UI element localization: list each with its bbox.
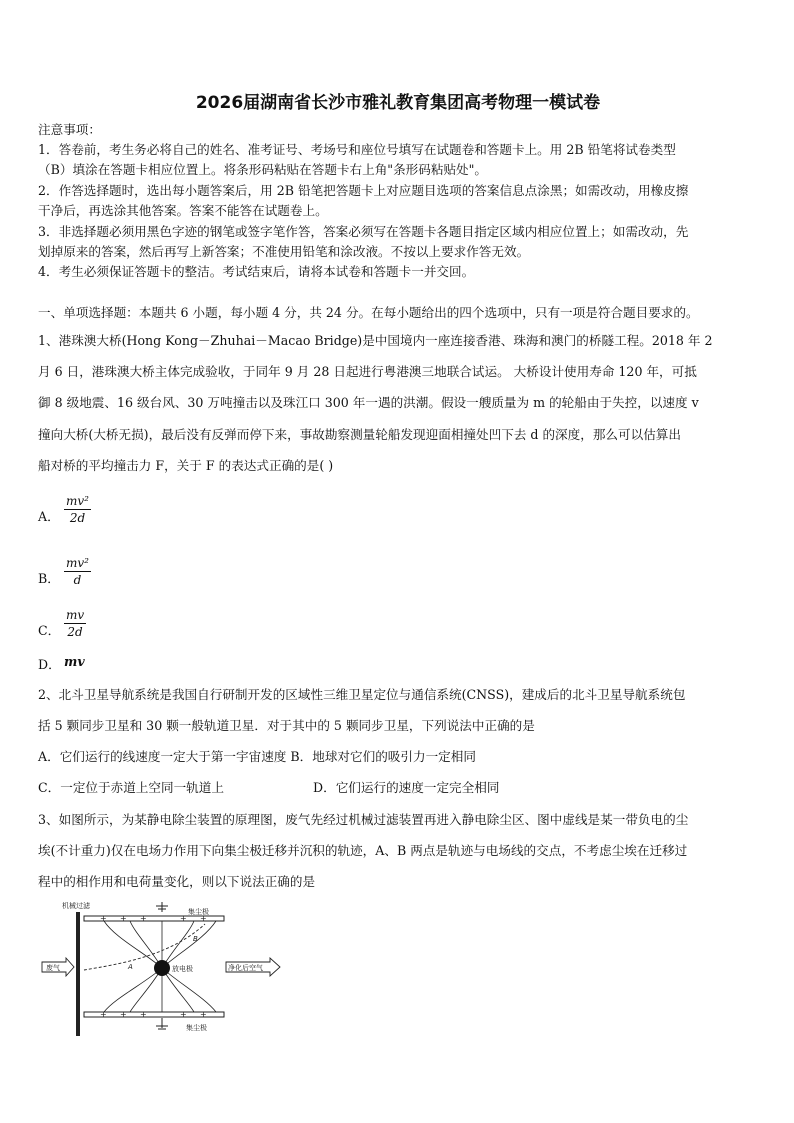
svg-text:+: + <box>100 914 107 923</box>
dust-trajectory <box>84 924 205 970</box>
q1-option-c-formula <box>64 608 86 639</box>
fraction-denominator: 2d <box>67 625 83 639</box>
electrostatic-precipitator-diagram <box>40 898 290 1038</box>
fraction-denominator: 2d <box>69 511 86 525</box>
fraction-denominator: d <box>73 573 82 587</box>
section-heading: 一、单项选择题：本题共 6 小题，每小题 4 分，共 24 分。在每小题给出的四个选项中，只有一项是符合题目要求的。 <box>38 305 699 320</box>
notice-line: 1．答卷前，考生务必将自己的姓名、准考证号、考场号和座位号填写在试题卷和答题卡上。用 2B 铅笔将试卷类型 <box>38 142 676 157</box>
outlet-label: 净化后空气 <box>228 964 263 972</box>
q3-text: 埃(不计重力)仅在电场力作用下向集尘极迁移并沉积的轨迹，A、B 两点是轨迹与电场线的交点，不考虑尘埃在迁移过 <box>38 843 688 858</box>
q1-option-b-formula <box>64 556 91 587</box>
fraction-bar <box>64 509 91 510</box>
q2-option-d: D．它们运行的速度一定完全相同 <box>313 780 500 795</box>
fraction-bar <box>64 571 91 572</box>
point-b-label: B <box>193 935 198 943</box>
svg-text:+: + <box>200 914 207 923</box>
svg-text:+: + <box>140 1010 147 1019</box>
svg-text:+: + <box>100 1010 107 1019</box>
q1-option-c-label: C． <box>38 623 61 638</box>
q1-text: 撞向大桥(大桥无损)，最后没有反弹而停下来，事故勘察测量轮船发现迎面相撞处凹下去 d 的深度，那么可以估算出 <box>38 427 681 442</box>
q3-text: 3、如图所示，为某静电除尘装置的原理图，废气先经过机械过滤装置再进入静电除尘区、图中虚线是某一带负电的尘 <box>38 812 689 827</box>
fraction-numerator: mv² <box>66 556 89 570</box>
q2-text: 括 5 颗同步卫星和 30 颗一般轨道卫星．对于其中的 5 颗同步卫星，下列说法中正确的是 <box>38 718 535 733</box>
svg-text:+: + <box>180 914 187 923</box>
q1-option-d-label: D． <box>38 657 61 672</box>
notice-line: 划掉原来的答案，然后再写上新答案；不准使用铅笔和涂改液。不按以上要求作答无效。 <box>38 244 530 259</box>
q2-option-c: C．一定位于赤道上空同一轨道上 <box>38 780 224 795</box>
q1-option-a-formula <box>64 494 91 525</box>
fraction-bar <box>64 623 86 624</box>
notice-line: 2．作答选择题时，选出每小题答案后，用 2B 铅笔把答题卡上对应题目选项的答案信息点涂黑；如需改动，用橡皮擦 <box>38 183 689 198</box>
q1-text: 船对桥的平均撞击力 F，关于 F 的表达式正确的是( ) <box>38 458 334 473</box>
page-title: 2026届湖南省长沙市雅礼教育集团高考物理一模试卷 <box>195 93 601 113</box>
notice-heading: 注意事项： <box>38 122 101 137</box>
q2-text: 2、北斗卫星导航系统是我国自行研制开发的区域性三维卫星定位与通信系统(CNSS)，建成后的北斗卫星导航系统包 <box>38 687 686 702</box>
q1-option-a-label: A． <box>38 509 60 524</box>
q1-text: 御 8 级地震、16 级台风、30 万吨撞击以及珠江口 300 年一遇的洪潮。假设一艘质量为 m 的轮船由于失控，以速度 v <box>38 395 699 410</box>
svg-text:+: + <box>180 1010 187 1019</box>
q1-text: 月 6 日，港珠澳大桥主体完成验收，于同年 9 月 28 日起进行粤港澳三地联合试运。 大桥设计使用寿命 120 年，可抵 <box>38 364 697 379</box>
point-a-label: A <box>128 963 133 971</box>
discharge-electrode <box>154 960 170 976</box>
svg-text:+: + <box>120 1010 127 1019</box>
q3-text: 程中的相作用和电荷量变化，则以下说法正确的是 <box>38 874 316 889</box>
svg-text:+: + <box>200 1010 207 1019</box>
q1-option-d-text: mv <box>64 654 85 669</box>
notice-line: 3．非选择题必须用黑色字迹的钢笔或签字笔作答，答案必须写在答题卡各题目指定区域内相应位置上；如需改动，先 <box>38 224 689 239</box>
fraction-numerator: mv² <box>66 494 89 508</box>
electrode-label: 放电极 <box>172 965 193 973</box>
top-plate-label: 集尘极 <box>188 908 209 916</box>
bottom-plate-label: 集尘极 <box>186 1024 207 1032</box>
fraction-numerator: mv <box>66 608 85 622</box>
q1-text: 1、港珠澳大桥(Hong Kong－Zhuhai－Macao Bridge)是中国境内一座连接香港、珠海和澳门的桥隧工程。2018 年 2 <box>38 333 713 348</box>
notice-line: （B）填涂在答题卡相应位置上。将条形码粘贴在答题卡右上角"条形码粘贴处"。 <box>38 162 488 177</box>
q2-option-ab: A．它们运行的线速度一定大于第一宇宙速度 B．地球对它们的吸引力一定相同 <box>38 749 476 764</box>
svg-text:+: + <box>140 914 147 923</box>
filter-label: 机械过滤 <box>62 902 90 910</box>
filter-bar <box>76 912 80 1036</box>
q1-option-b-label: B． <box>38 571 60 586</box>
svg-text:+: + <box>120 914 127 923</box>
notice-line: 4．考生必须保证答题卡的整洁。考试结束后，请将本试卷和答题卡一并交回。 <box>38 264 475 279</box>
inlet-label: 废气 <box>46 964 60 972</box>
notice-line: 干净后，再选涂其他答案。答案不能答在试题卷上。 <box>38 203 328 218</box>
